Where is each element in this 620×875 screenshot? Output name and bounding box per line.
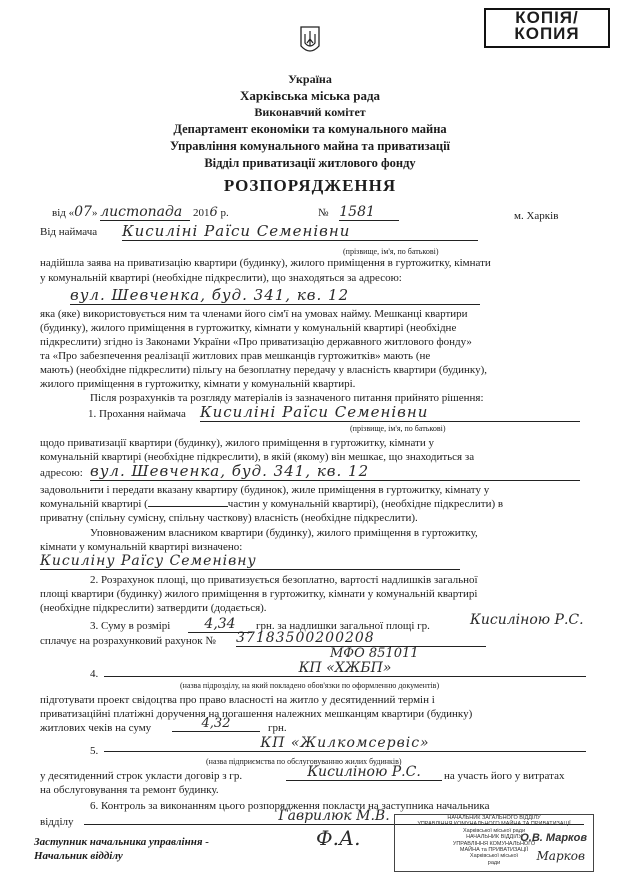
- text-p17: кімнати у комунальній квартирі визначено:: [40, 541, 243, 553]
- text-p1: надійшла заява на приватизацію квартири (будинку), жилого приміщення в гуртожитку, кімнати: [40, 257, 491, 269]
- item1-label: 1. Прохання наймача: [88, 408, 186, 420]
- header-council: Харківська міська рада: [239, 88, 381, 103]
- item5-caption: (назва підприємства по обслуговуванню жилих будинків): [206, 757, 402, 766]
- item5-org: КП «Жилкомсервіс»: [104, 735, 586, 752]
- p25-label: у десятиденний строк укласти договір з гр.: [40, 770, 243, 782]
- document-title: РОЗПОРЯДЖЕННЯ: [223, 176, 397, 195]
- text-p8: жилого приміщення в гуртожитку, кімнати у комунальній квартирі.: [40, 378, 356, 390]
- item1-name: Кисиліні Раїси Семенівни: [200, 403, 580, 422]
- city: м. Харків: [514, 210, 559, 222]
- text-p10: щодо приватизації квартири (будинку), жилого приміщення в гуртожитку, кімнати у: [40, 437, 434, 449]
- item3-name: Кисиліною Р.С.: [470, 612, 584, 628]
- mfo-code: МФО 851011: [330, 646, 419, 661]
- date-line: від «07» листопада 2016 р.: [52, 204, 229, 220]
- p25-name: Кисиліною Р.С.: [286, 764, 442, 781]
- signer-title-2: Начальник відділу: [34, 850, 123, 862]
- doc-number-value: 1581: [339, 204, 399, 221]
- header-management: Управління комунального майна та приватизації: [169, 139, 451, 153]
- from-label: Від наймача: [40, 226, 98, 238]
- header-division: Відділ приватизації житлового фонду: [204, 156, 416, 170]
- text-p3: яка (яке) використовується ним та членами його сім'ї на умовах найму. Мешканці квартири: [40, 308, 468, 320]
- text-p13: задовольнити і передати вказану квартиру (будинок), жиле приміщення в гуртожитку, кімнату у: [40, 484, 490, 496]
- text-p16: Уповноваженим власником квартири (будинку), жилого приміщення в гуртожитку,: [90, 527, 478, 539]
- text-p7: мають) (необхідне підкреслити) пільгу на безоплатну передачу у власність квартири (будинку),: [40, 364, 488, 376]
- item3-text: грн. за надлишки загальної площі гр.: [256, 620, 430, 632]
- item4-label: 4.: [90, 668, 99, 680]
- header-committee: Виконавчий комітет: [254, 105, 366, 119]
- item1-address: вул. Шевченка, буд. 341, кв. 12: [90, 462, 580, 481]
- item1-caption: (прізвище, ім'я, по батькові): [350, 424, 446, 433]
- text-p22: підготувати проект свідоцтва про право власності на житло у десятиденний термін і: [40, 694, 435, 706]
- coat-of-arms-icon: [300, 26, 320, 56]
- text-p2: у комунальній квартирі (необхідне підкреслити), що знаходяться за адресою:: [40, 272, 402, 284]
- item3-label: 3. Суму в розмірі: [90, 620, 171, 632]
- item5-label: 5.: [90, 745, 99, 757]
- stamp-signature: Марков: [536, 849, 585, 863]
- text-p11: комунальній квартирі (необхідне підкреслити), в якій (якому) він мешкає, що знаходиться за: [40, 451, 475, 463]
- text-p20: (необхідне підкреслити) затвердити (додається).: [40, 602, 267, 614]
- text-p14: комунальній квартирі ( частин у комунальній квартирі), (необхідне підкреслити) в: [40, 498, 504, 510]
- checks-sum: 4,32: [172, 716, 260, 732]
- doc-number: № 1581: [318, 204, 399, 221]
- item4-caption: (назва підрозділу, на який покладено обов'язки по оформленню документів): [180, 681, 440, 690]
- tenant-name: Кисиліні Раїси Семенівни: [122, 222, 478, 241]
- text-p6: та «Про забезпечення реалізації житлових прав мешканців гуртожитків» мають (не: [40, 350, 431, 362]
- copy-stamp-line1: КОПІЯ/: [515, 8, 579, 27]
- text-p9: Після розрахунків та розгляду матеріалів із зазначеного питання прийнято рішення:: [90, 392, 484, 404]
- header-department: Департамент економіки та комунального майна: [173, 122, 447, 136]
- text-p15: приватну (спільну сумісну, спільну часткову) власність (необхідне підкреслити).: [40, 512, 418, 524]
- text-p4: (будинку), жилого приміщення в гуртожитку, кімнати у комунальній квартирі (необхідне: [40, 322, 457, 334]
- text-p23: приватизаційні платіжні доручення на погашення належних мешканцям квартири (будинку): [40, 708, 473, 720]
- copy-stamp: [484, 8, 610, 48]
- item3-sum: 4,34: [188, 616, 252, 633]
- account-number: 37183500200208: [236, 630, 486, 647]
- text-p18: 2. Розрахунок площі, що приватизується безоплатно, вартості надлишків загальної: [90, 574, 478, 586]
- address-handwritten: вул. Шевченка, буд. 341, кв. 12: [70, 286, 480, 305]
- date-month: листопада: [100, 204, 190, 221]
- date-day: 07: [74, 204, 92, 220]
- text-p12-label: адресою:: [40, 467, 83, 479]
- item4-org: КП «ХЖБП»: [104, 660, 586, 677]
- stamp-name: О.В. Марков: [520, 832, 587, 844]
- text-p26: на обслуговування та ремонт будинку.: [40, 784, 219, 796]
- p24-label: житлових чеків на суму: [40, 722, 152, 734]
- text-p27: 6. Контроль за виконанням цього розпорядження покласти на заступника начальника: [90, 800, 490, 812]
- from-caption: (прізвище, ім'я, по батькові): [343, 247, 439, 256]
- text-p19: площі квартири (будинку) жилого приміщення в гуртожитку, кімнати у комунальній квартирі: [40, 588, 478, 600]
- p25-text: на участь його у витратах: [444, 770, 565, 782]
- signature: Ф.А.: [316, 826, 361, 850]
- p24-unit: грн.: [268, 722, 287, 734]
- header-country: Україна: [288, 72, 332, 86]
- owner-name: Кисиліну Раїсу Семенівну: [40, 553, 460, 570]
- text-p5: підкреслити) згідно із Законами України «Про приватизацію державного житлового фонду»: [40, 336, 472, 348]
- p28-label: відділу: [40, 816, 74, 828]
- control-person: Гаврилюк М.В.: [84, 808, 584, 825]
- official-stamp: НАЧАЛЬНИК ЗАГАЛЬНОГО ВІДДІЛУ УПРАВЛІННЯ КОМУНАЛЬНОГО МАЙНА ТА ПРИВАТИЗАЦІЇ Харківської міської ради НАЧАЛЬНИК ВІДДІЛУ УПРАВЛІННЯ КОМУНАЛЬНОГО МАЙНА та ПРИВАТИЗАЦІЇ Харківської міської ради О.В. Марков Марков: [394, 814, 594, 872]
- account-label: сплачує на розрахунковий рахунок №: [40, 635, 216, 647]
- copy-stamp-line2: КОПИЯ: [514, 24, 580, 43]
- signer-title-1: Заступник начальника управління -: [34, 836, 209, 848]
